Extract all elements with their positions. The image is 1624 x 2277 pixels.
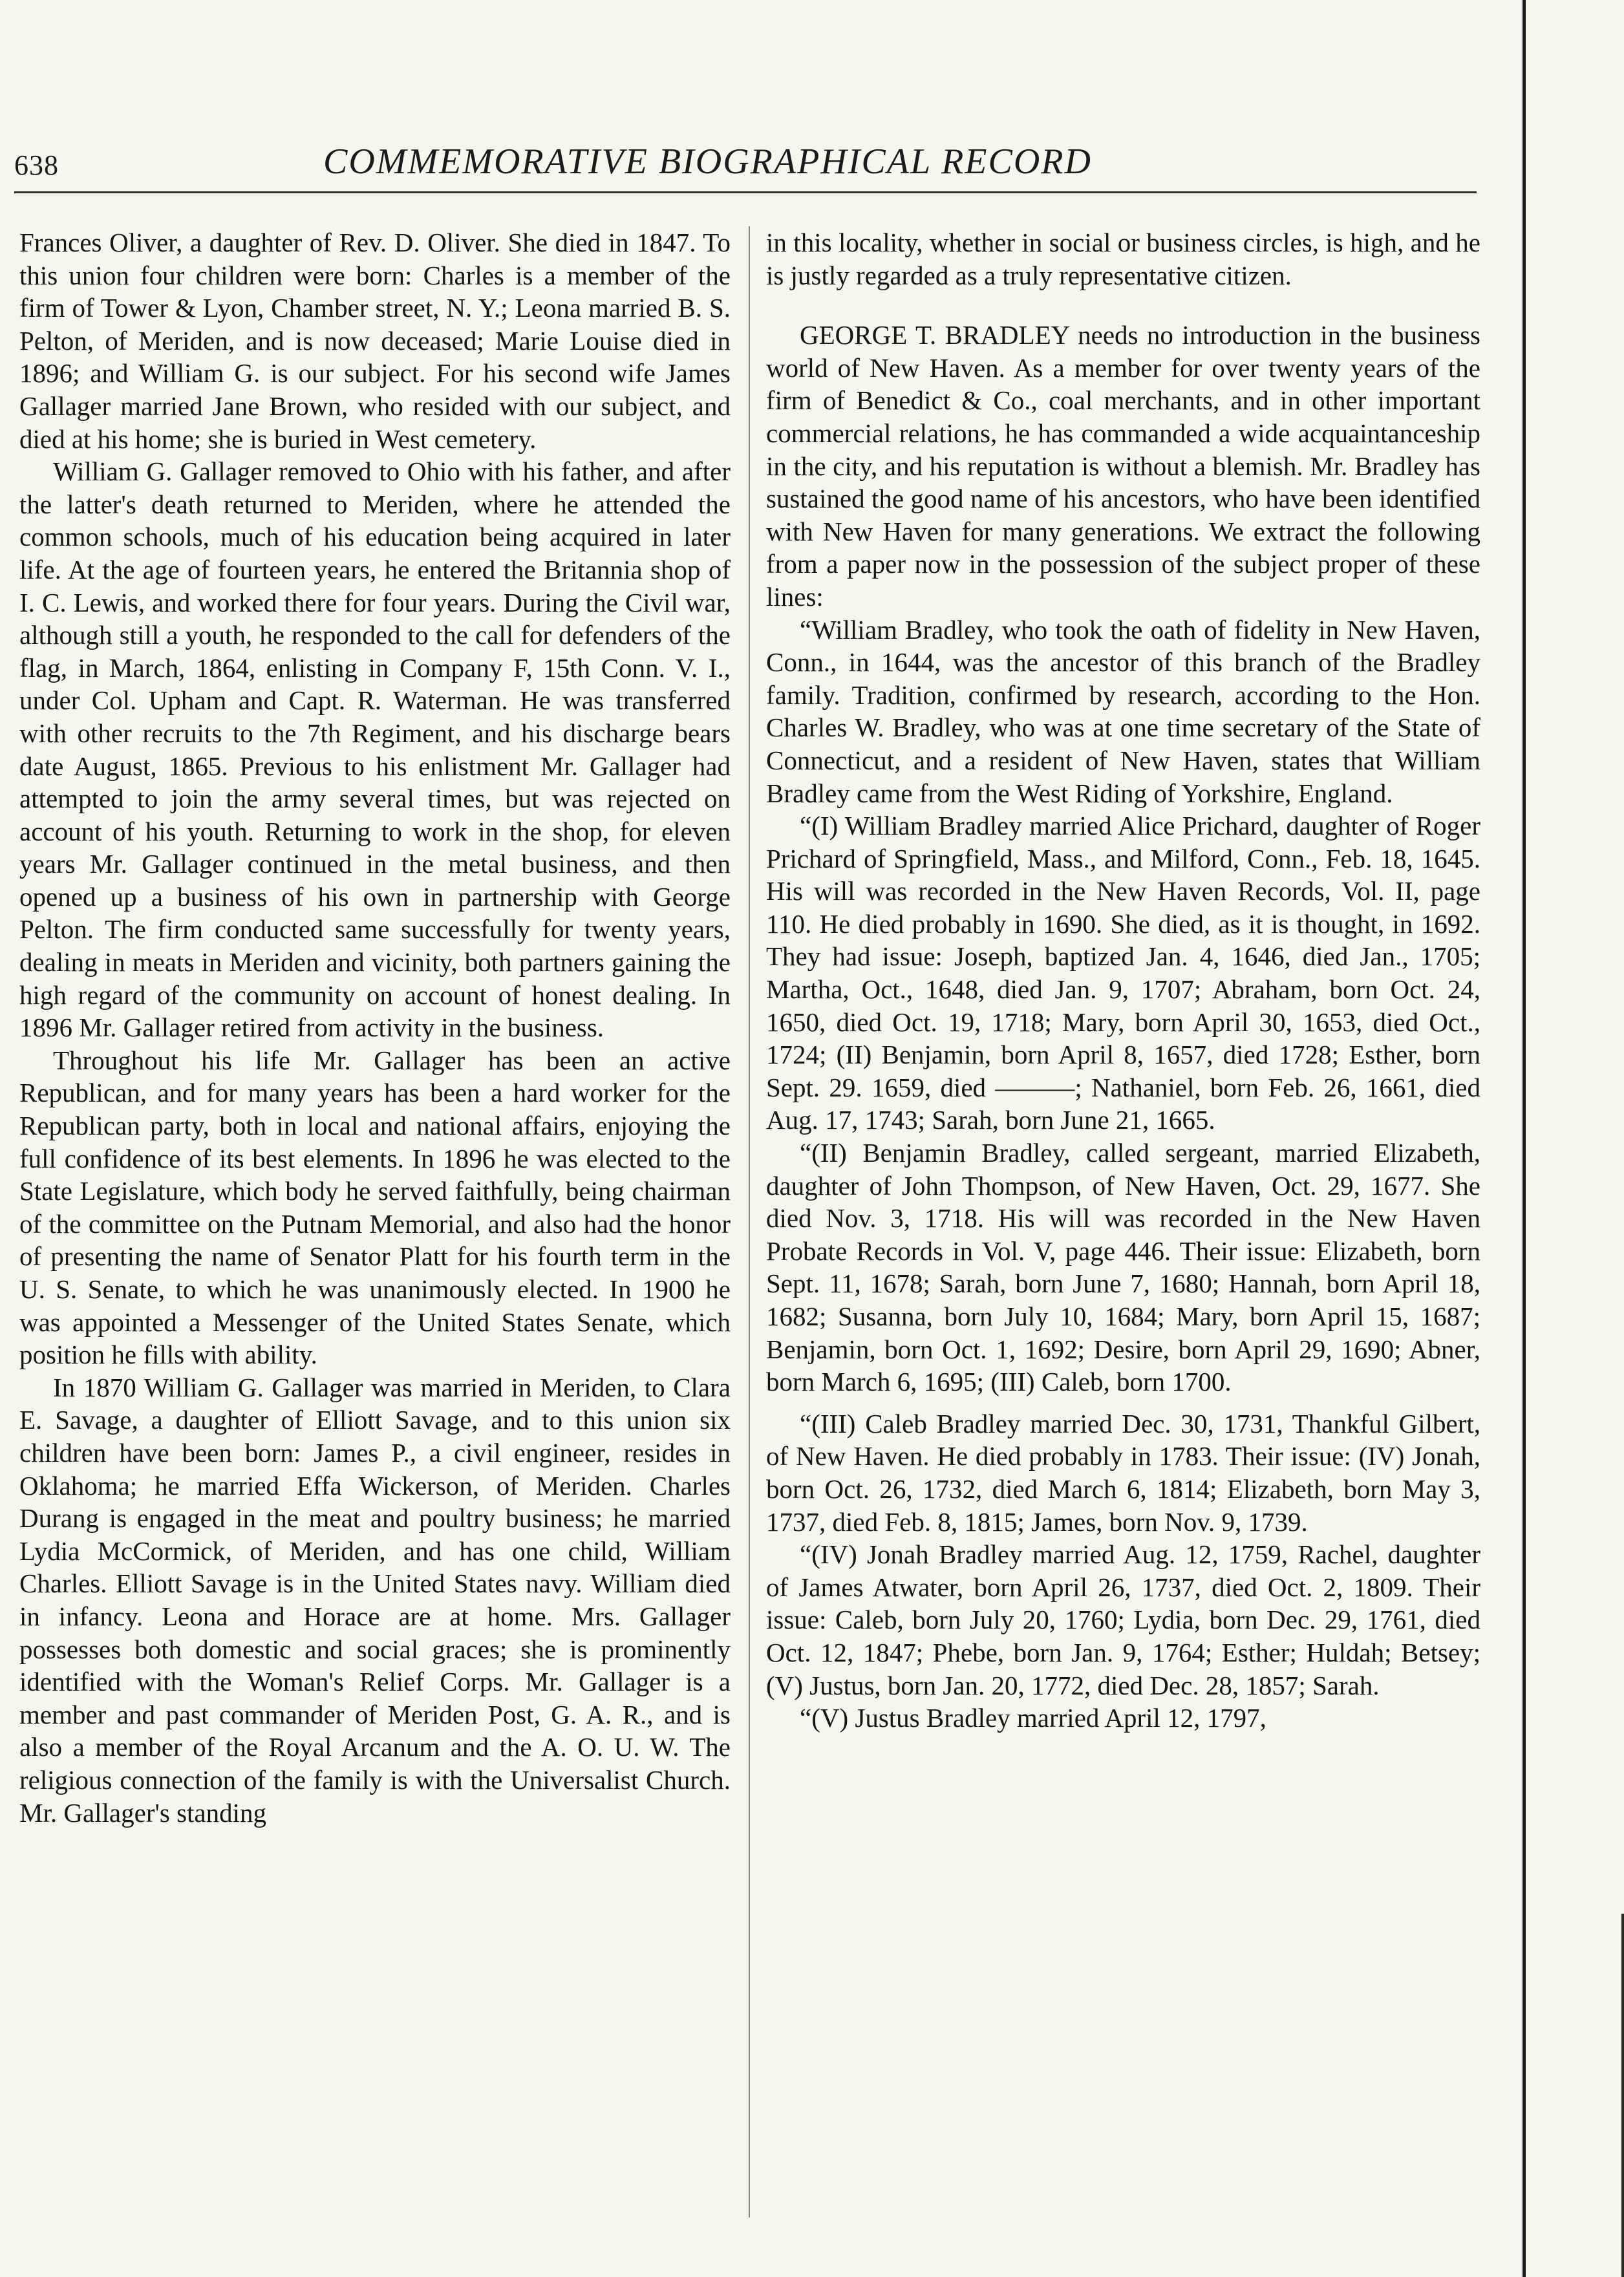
paragraph: “(II) Benjamin Bradley, called sergeant, married Elizabeth, daughter of John Thompson, of New Haven, Oct. 29, 1677. She died Nov. 3, 1718. His will was recorded in the New Haven Probate Records in Vol. V, page 446. Their issue: Elizabeth, born Sept. 11, 1678; Sarah, born June 7, 1680; Hannah, born April 18, 1682; Susanna, born July 10, 1684; Mary, born April 15, 1687; Benjamin, born Oct. 1, 1692; Desire, born April 29, 1690; Abner, born March 6, 1695; (III) Caleb, born 1700.: [766, 1138, 1480, 1397]
paragraph: Frances Oliver, a daughter of Rev. D. Oliver. She died in 1847. To this union four children were born: Charles is a member of the firm of Tower & Lyon, Chamber street, N. Y.; Leona married B. S. Pelton, of Meriden, and is now deceased; Marie Louise died in 1896; and William G. is our subject. For his second wife James Gallager married Jane Brown, who resided with our subject, and died at his home; she is buried in West cemetery.: [19, 228, 731, 454]
paragraph-biography-heading: GEORGE T. BRADLEY needs no introduction in the business world of New Haven. As a member for over twenty years of the firm of Benedict & Co., coal merchants, and in other important commercial relations, he has commanded a wide acquaintanceship in the city, and his reputation is without a blemish. Mr. Bradley has sustained the good name of his ancestors, who have been identified with New Haven for many generations. We extract the following from a paper now in the possession of the subject proper of these lines:: [766, 320, 1480, 612]
page-header: [0, 136, 1506, 187]
paragraph: “(IV) Jonah Bradley married Aug. 12, 1759, Rachel, daughter of James Atwater, born April 26, 1737, died Oct. 2, 1809. Their issue: Caleb, born July 20, 1760; Lydia, born Dec. 29, 1761, died Oct. 12, 1847; Phebe, born Jan. 9, 1764; Esther; Huldah; Betsey; (V) Justus, born Jan. 20, 1772, died Dec. 28, 1857; Sarah.: [766, 1539, 1480, 1700]
header-rule: [14, 191, 1477, 193]
right-column: [766, 226, 1480, 1735]
scan-page-edge-right: [1621, 1914, 1624, 2277]
paragraph: William G. Gallager removed to Ohio with his father, and after the latter's death returned to Meriden, where he attended the common schools, much of his education being acquired in later life. At the age of fourteen years, he entered the Britannia shop of I. C. Lewis, and worked there for four years. During the Civil war, although still a youth, he responded to the call for defenders of the flag, in March, 1864, enlisting in Company F, 15th Conn. V. I., under Col. Upham and Capt. R. Waterman. He was transferred with other recruits to the 7th Regiment, and his discharge bears date August, 1865. Previous to his enlistment Mr. Gallager had attempted to join the army several times, but was rejected on account of his youth. Returning to work in the shop, for eleven years Mr. Gallager continued in the metal business, and then opened up a business of his own in partnership with George Pelton. The firm conducted same successfully for twenty years, dealing in meats in Meriden and vicinity, both partners gaining the high regard of the community on account of honest dealing. In 1896 Mr. Gallager retired from activity in the business.: [19, 456, 731, 1043]
paragraph: Throughout his life Mr. Gallager has been an active Republican, and for many years has been a hard worker for the Republican party, both in local and national affairs, enjoying the full confidence of its best elements. In 1896 he was elected to the State Legislature, which body he served faithfully, being chairman of the committee on the Putnam Memorial, and also had the honor of presenting the name of Senator Platt for his fourth term in the U. S. Senate, to which he was unanimously elected. In 1900 he was appointed a Messenger of the United States Senate, which position he fills with ability.: [19, 1045, 731, 1370]
column-divider: [749, 226, 750, 2218]
paragraph: “(I) William Bradley married Alice Prichard, daughter of Roger Prichard of Springfield, Mass., and Milford, Conn., Feb. 18, 1645. His will was recorded in the New Haven Records, Vol. II, page 110. He died probably in 1690. She died, as it is thought, in 1692. They had issue: Joseph, baptized Jan. 4, 1646, died Jan., 1705; Martha, Oct., 1648, died Jan. 9, 1707; Abraham, born Oct. 24, 1650, died Oct. 19, 1718; Mary, born April 30, 1653, died Oct., 1724; (II) Benjamin, born April 8, 1657, died 1728; Esther, born Sept. 29. 1659, died ———; Nathaniel, born Feb. 26, 1661, died Aug. 17, 1743; Sarah, born June 21, 1665.: [766, 811, 1480, 1135]
page-number: 638: [14, 149, 59, 181]
scan-page-edge: [1522, 0, 1526, 2277]
paragraph: in this locality, whether in social or business circles, is high, and he is justly regarded as a truly representative citizen.: [766, 228, 1480, 290]
left-column: [19, 226, 731, 1829]
paragraph: In 1870 William G. Gallager was married in Meriden, to Clara E. Savage, a daughter of Elliott Savage, and to this union six children have been born: James P., a civil engineer, resides in Oklahoma; he married Effa Wickerson, of Meriden. Charles Durang is engaged in the meat and poultry business; he married Lydia McCormick, of Meriden, and has one child, William Charles. Elliott Savage is in the United States navy. William died in infancy. Leona and Horace are at home. Mrs. Gallager possesses both domestic and social graces; she is prominently identified with the Woman's Relief Corps. Mr. Gallager is a member and past commander of Meriden Post, G. A. R., and is also a member of the Royal Arcanum and the A. O. U. W. The religious connection of the family is with the Universalist Church. Mr. Gallager's standing: [19, 1372, 731, 1828]
paragraph: “(III) Caleb Bradley married Dec. 30, 1731, Thankful Gilbert, of New Haven. He died probably in 1783. Their issue: (IV) Jonah, born Oct. 26, 1732, died March 6, 1814; Elizabeth, born May 3, 1737, died Feb. 8, 1815; James, born Nov. 9, 1739.: [766, 1408, 1480, 1537]
running-head: COMMEMORATIVE BIOGRAPHICAL RECORD: [323, 142, 1092, 182]
paragraph: “William Bradley, who took the oath of fidelity in New Haven, Conn., in 1644, was the ancestor of this branch of the Bradley family. Tradition, confirmed by research, according to the Hon. Charles W. Bradley, who was at one time secretary of the State of Connecticut, and a resident of New Haven, states that William Bradley came from the West Riding of Yorkshire, England.: [766, 614, 1480, 808]
paragraph: “(V) Justus Bradley married April 12, 1797,: [800, 1703, 1266, 1733]
